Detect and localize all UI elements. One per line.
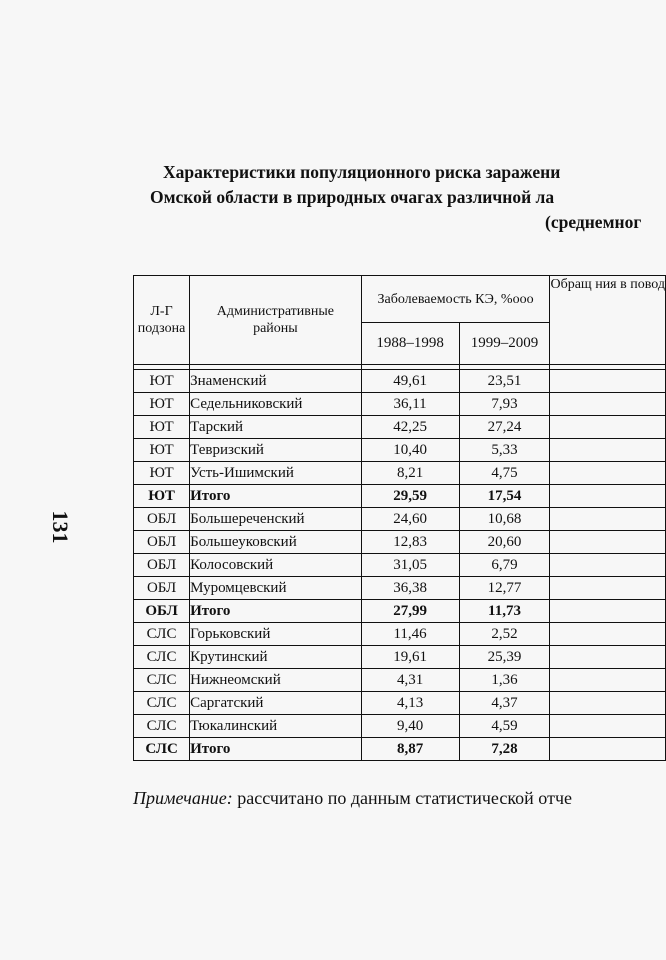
incidence-1999-2009-cell: 6,79: [459, 554, 550, 577]
table-row: [134, 669, 666, 692]
table-row: [134, 554, 666, 577]
incidence-1988-1998-cell: 42,25: [361, 416, 459, 439]
incidence-1999-2009-cell: 1,36: [459, 669, 550, 692]
table-row: [134, 692, 666, 715]
zone-cell: СЛС: [134, 669, 190, 692]
table-row: [134, 623, 666, 646]
table-row: [134, 485, 666, 508]
cut-column-cell: [550, 439, 666, 462]
zone-cell: СЛС: [134, 715, 190, 738]
incidence-1999-2009-cell: 20,60: [459, 531, 550, 554]
incidence-1999-2009-cell: 25,39: [459, 646, 550, 669]
district-cell: Саргатский: [190, 692, 362, 715]
zone-cell: СЛС: [134, 692, 190, 715]
district-cell: Крутинский: [190, 646, 362, 669]
incidence-1988-1998-cell: 8,21: [361, 462, 459, 485]
district-cell: Итого: [190, 485, 362, 508]
cut-column-cell: [550, 738, 666, 761]
table-row: [134, 715, 666, 738]
incidence-1988-1998-cell: 4,31: [361, 669, 459, 692]
table-row: [134, 370, 666, 393]
incidence-1988-1998-cell: 36,38: [361, 577, 459, 600]
table-row: [134, 393, 666, 416]
table-body: [134, 370, 666, 761]
district-cell: Тевризский: [190, 439, 362, 462]
footnote: [133, 788, 572, 809]
table-row: [134, 508, 666, 531]
cut-column-cell: [550, 393, 666, 416]
incidence-1988-1998-cell: 4,13: [361, 692, 459, 715]
cut-column-cell: [550, 485, 666, 508]
district-cell: Муромцевский: [190, 577, 362, 600]
district-cell: Тюкалинский: [190, 715, 362, 738]
cut-column-cell: [550, 646, 666, 669]
incidence-table: [133, 275, 666, 761]
district-cell: Итого: [190, 600, 362, 623]
table-row: [134, 462, 666, 485]
district-cell: Тарский: [190, 416, 362, 439]
incidence-1999-2009-cell: 2,52: [459, 623, 550, 646]
footnote-text: рассчитано по данным статистической отче: [232, 788, 572, 808]
table-row: [134, 646, 666, 669]
incidence-1988-1998-cell: 11,46: [361, 623, 459, 646]
cut-column-cell: [550, 462, 666, 485]
cut-column-cell: [550, 623, 666, 646]
cut-column-cell: [550, 577, 666, 600]
cut-column-cell: [550, 692, 666, 715]
incidence-1999-2009-cell: 4,59: [459, 715, 550, 738]
zone-cell: ЮТ: [134, 462, 190, 485]
incidence-1988-1998-cell: 10,40: [361, 439, 459, 462]
cut-column-cell: [550, 715, 666, 738]
zone-cell: ЮТ: [134, 370, 190, 393]
incidence-1988-1998-cell: 31,05: [361, 554, 459, 577]
cut-column-cell: [550, 508, 666, 531]
header-districts: Административные районы: [190, 276, 362, 365]
incidence-1999-2009-cell: 23,51: [459, 370, 550, 393]
table-row: [134, 577, 666, 600]
incidence-1988-1998-cell: 49,61: [361, 370, 459, 393]
incidence-1988-1998-cell: 27,99: [361, 600, 459, 623]
incidence-1999-2009-cell: 5,33: [459, 439, 550, 462]
zone-cell: ЮТ: [134, 393, 190, 416]
incidence-1999-2009-cell: 7,93: [459, 393, 550, 416]
district-cell: Большеуковский: [190, 531, 362, 554]
title-line-3: (среднемног: [545, 212, 642, 232]
incidence-1988-1998-cell: 24,60: [361, 508, 459, 531]
incidence-1999-2009-cell: 17,54: [459, 485, 550, 508]
table-row: [134, 416, 666, 439]
cut-column-cell: [550, 370, 666, 393]
page-number: 131: [48, 510, 73, 544]
incidence-1999-2009-cell: 11,73: [459, 600, 550, 623]
table-row: [134, 439, 666, 462]
zone-cell: ОБЛ: [134, 508, 190, 531]
district-cell: Большереченский: [190, 508, 362, 531]
zone-cell: СЛС: [134, 623, 190, 646]
cut-column-cell: [550, 600, 666, 623]
header-incidence: Заболеваемость КЭ, %ooo: [361, 276, 550, 323]
incidence-1988-1998-cell: 19,61: [361, 646, 459, 669]
incidence-1988-1998-cell: 8,87: [361, 738, 459, 761]
incidence-1999-2009-cell: 27,24: [459, 416, 550, 439]
district-cell: Итого: [190, 738, 362, 761]
incidence-1988-1998-cell: 12,83: [361, 531, 459, 554]
incidence-1999-2009-cell: 12,77: [459, 577, 550, 600]
header-zone: Л-Г подзона: [134, 276, 190, 365]
incidence-1988-1998-cell: 36,11: [361, 393, 459, 416]
zone-cell: ОБЛ: [134, 554, 190, 577]
header-period-1: 1988–1998: [361, 323, 459, 365]
zone-cell: СЛС: [134, 646, 190, 669]
cut-column-cell: [550, 554, 666, 577]
header-cut-column: Обращ ния в повод: [550, 276, 666, 365]
district-cell: Седельниковский: [190, 393, 362, 416]
district-cell: Колосовский: [190, 554, 362, 577]
district-cell: Нижнеомский: [190, 669, 362, 692]
zone-cell: ОБЛ: [134, 531, 190, 554]
title-line-1: Характеристики популяционного риска заражени: [163, 162, 561, 182]
incidence-1999-2009-cell: 4,75: [459, 462, 550, 485]
zone-cell: СЛС: [134, 738, 190, 761]
cut-column-cell: [550, 531, 666, 554]
footnote-label: Примечание:: [133, 788, 233, 808]
incidence-1999-2009-cell: 4,37: [459, 692, 550, 715]
zone-cell: ЮТ: [134, 485, 190, 508]
district-cell: Горьковский: [190, 623, 362, 646]
title-line-2: Омской области в природных очагах различной ла: [150, 187, 555, 207]
cut-column-cell: [550, 416, 666, 439]
zone-cell: ОБЛ: [134, 577, 190, 600]
table-row: [134, 531, 666, 554]
incidence-1988-1998-cell: 29,59: [361, 485, 459, 508]
zone-cell: ЮТ: [134, 416, 190, 439]
zone-cell: ОБЛ: [134, 600, 190, 623]
incidence-1988-1998-cell: 9,40: [361, 715, 459, 738]
zone-cell: ЮТ: [134, 439, 190, 462]
district-cell: Знаменский: [190, 370, 362, 393]
cut-column-cell: [550, 669, 666, 692]
district-cell: Усть-Ишимский: [190, 462, 362, 485]
incidence-1999-2009-cell: 7,28: [459, 738, 550, 761]
table-row: [134, 738, 666, 761]
table-row: [134, 600, 666, 623]
incidence-1999-2009-cell: 10,68: [459, 508, 550, 531]
header-period-2: 1999–2009: [459, 323, 550, 365]
